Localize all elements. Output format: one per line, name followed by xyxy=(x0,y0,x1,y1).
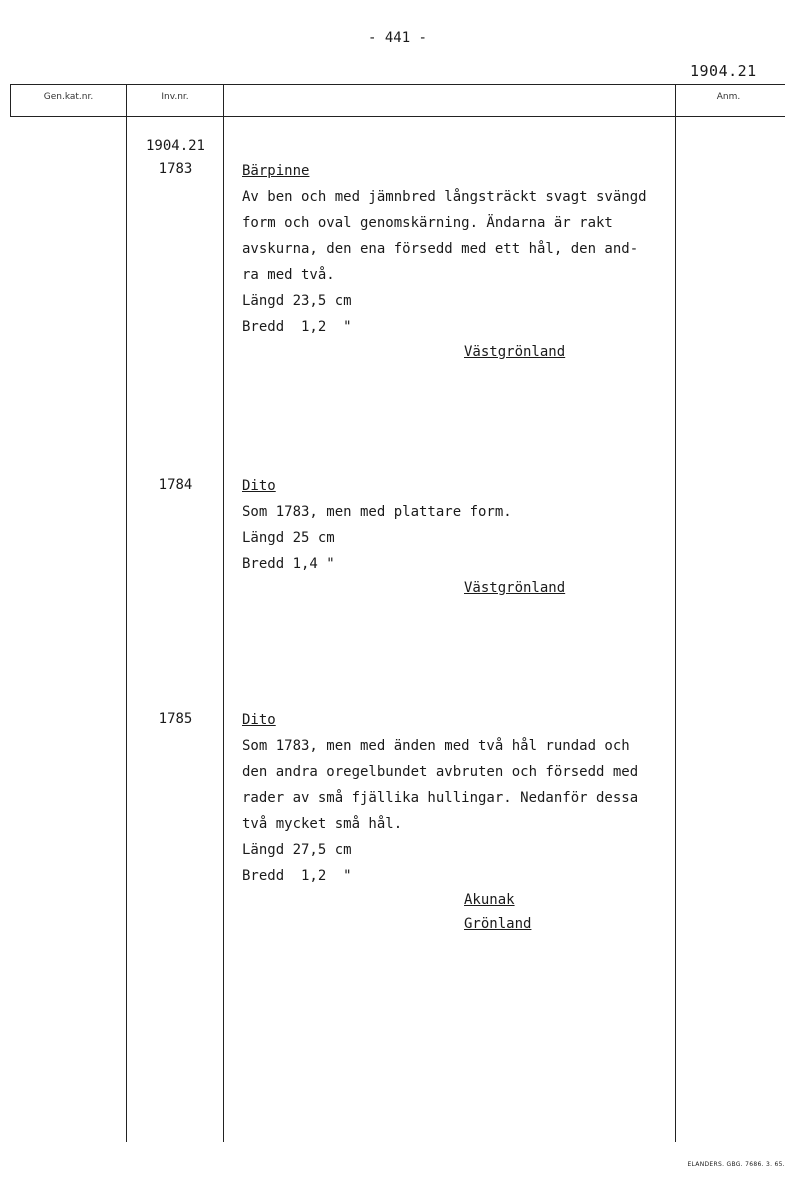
header-anm: Anm. xyxy=(716,92,741,102)
entry-line: Bredd 1,2 " xyxy=(242,868,352,884)
column-divider-inv xyxy=(223,84,224,1142)
entry-line: form och oval genomskärning. Ändarna är rakt xyxy=(242,215,613,231)
entry-line: Längd 25 cm xyxy=(242,530,335,546)
entry-line: Längd 23,5 cm xyxy=(242,293,352,309)
entry-line: Av ben och med jämnbred långsträckt svagt svängd xyxy=(242,189,647,205)
entry-line: avskurna, den ena försedd med ett hål, den and- xyxy=(242,241,639,257)
entry-line: Bredd 1,4 " xyxy=(242,556,335,572)
entry-inv-number: 1783 xyxy=(158,161,193,177)
entry-inv-number: 1784 xyxy=(158,477,193,493)
entry-line: Som 1783, men med änden med två hål rundad och xyxy=(242,738,630,754)
entry-location: Västgrönland xyxy=(464,344,566,360)
entry-line: Som 1783, men med plattare form. xyxy=(242,504,512,520)
section-catalog-number: 1904.21 xyxy=(145,138,205,154)
entry-location: Akunak xyxy=(464,892,515,908)
entry-line: ra med två. xyxy=(242,267,335,283)
header-gen-kat-nr: Gen.kat.nr. xyxy=(43,92,94,102)
catalog-number-top: 1904.21 xyxy=(690,62,757,80)
entry-line: Bredd 1,2 " xyxy=(242,319,352,335)
header-inv-nr: Inv.nr. xyxy=(161,92,189,102)
entry-line: Längd 27,5 cm xyxy=(242,842,352,858)
column-divider-anm xyxy=(675,84,676,1142)
entry-title: Dito xyxy=(242,712,276,728)
page-number: - 441 - xyxy=(367,30,427,46)
entry-line: den andra oregelbundet avbruten och försedd med xyxy=(242,764,639,780)
entry-title: Bärpinne xyxy=(242,163,310,179)
column-divider-gen xyxy=(126,84,127,1142)
entry-location: Västgrönland xyxy=(464,580,566,596)
entry-inv-number: 1785 xyxy=(158,711,193,727)
entry-line: rader av små fjällika hullingar. Nedanför dessa xyxy=(242,790,639,806)
entry-line: två mycket små hål. xyxy=(242,816,403,832)
printer-footer: ELANDERS. GBG. 7686. 3. 65. xyxy=(687,1161,785,1168)
entry-title: Dito xyxy=(242,478,276,494)
entry-location: Grönland xyxy=(464,916,532,932)
